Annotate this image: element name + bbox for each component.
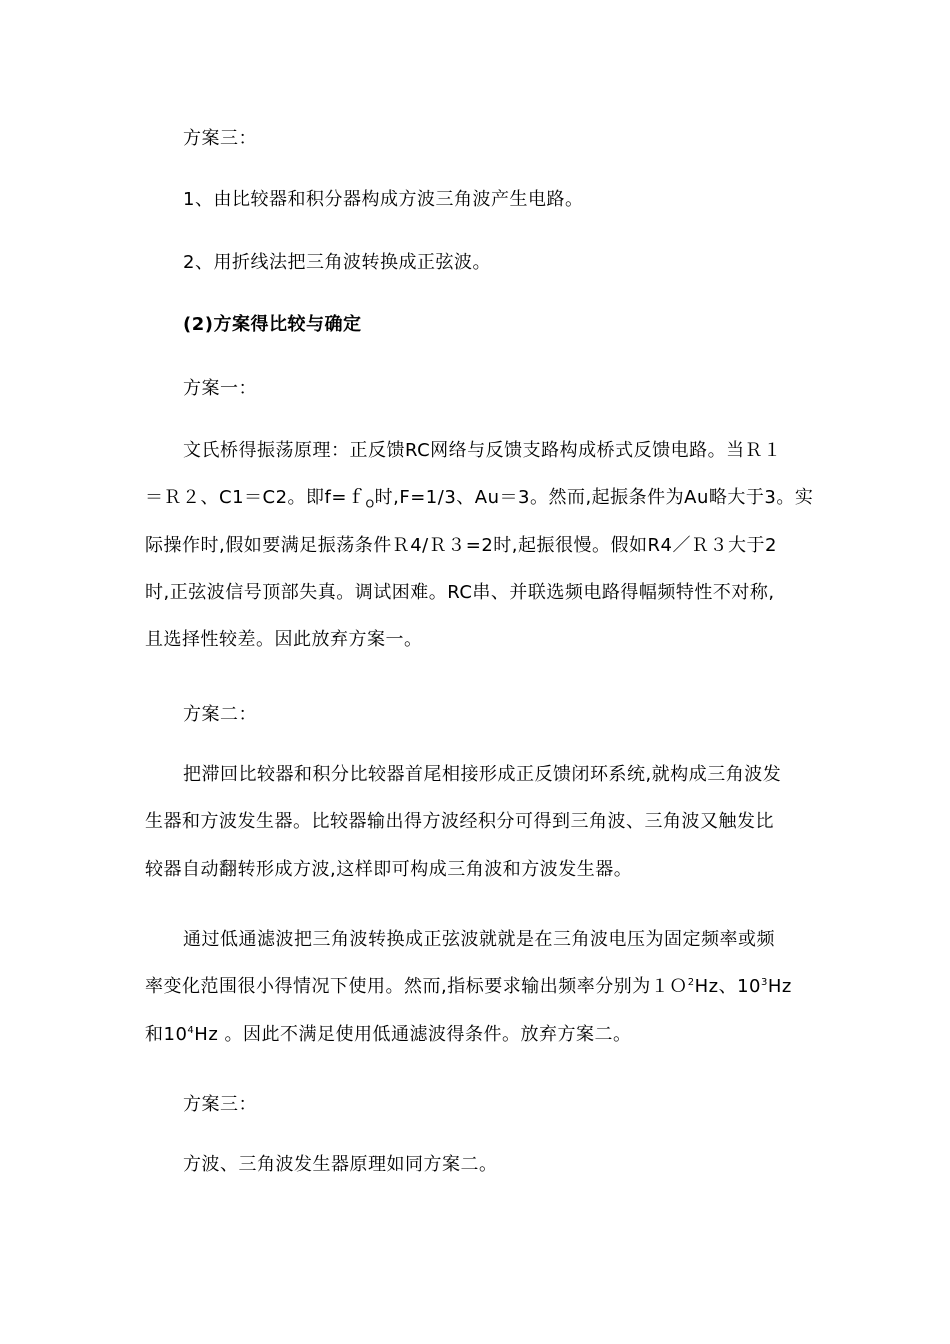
plan-one-paragraph-line-5: 且选择性较差。因此放弃方案一。 [145,629,423,650]
plan-two-paragraph-line-3: 较器自动翻转形成方波,这样即可构成三角波和方波发生器。 [145,859,633,880]
plan-one-paragraph-line-1: 文氏桥得振荡原理：正反馈RC网络与反馈支路构成桥式反馈电路。当Ｒ１ [183,440,782,461]
list-item-2: 2、用折线法把三角波转换成正弦波。 [183,252,491,273]
superscript-2: 2 [687,977,695,988]
low-pass-paragraph-line-3: 和$10^4Hz$ 。因此不满足使用低通滤波得条件。放弃方案二。 [145,1024,632,1045]
plan-two-paragraph-line-2: 生器和方波发生器。比较器输出得方波经积分可得到三角波、三角波又触发比 [145,811,774,832]
superscript-4: 4 [187,1025,195,1036]
list-item-1: 1、由比较器和积分器构成方波三角波产生电路。 [183,189,584,210]
heading-plan-three: 方案三： [183,1094,257,1115]
heading-plan-three-top: 方案三： [183,128,257,149]
low-pass-paragraph-line-2: 率变化范围很小得情况下使用。然而,指标要求输出频率分别为１Ｏ$^2$Hz、$10^3Hz$ [145,976,792,997]
subscript-o: O [365,497,375,511]
plan-one-paragraph-line-4: 时,正弦波信号顶部失真。调试困难。RC串、并联选频电路得幅频特性不对称, [145,582,775,603]
plan-one-paragraph-line-3: 际操作时,假如要满足振荡条件Ｒ4/Ｒ３=2时,起振很慢。假如R4／Ｒ３大于2 [145,535,777,556]
heading-plan-one: 方案一： [183,378,257,399]
heading-plan-two: 方案二： [183,704,257,725]
plan-three-paragraph: 方波、三角波发生器原理如同方案二。 [183,1154,498,1175]
section-heading: (2)方案得比较与确定 [183,314,362,335]
low-pass-paragraph-line-1: 通过低通滤波把三角波转换成正弦波就就是在三角波电压为固定频率或频 [183,929,775,950]
plan-two-paragraph-line-1: 把滞回比较器和积分比较器首尾相接形成正反馈闭环系统,就构成三角波发 [183,764,782,785]
superscript-3: 3 [760,977,768,988]
plan-one-paragraph-line-2: ＝Ｒ２、C1＝C2。即f=ｆ$_O$时,F=1/3、Au＝3。然而,起振条件为Au略大于3。实 [145,487,814,511]
